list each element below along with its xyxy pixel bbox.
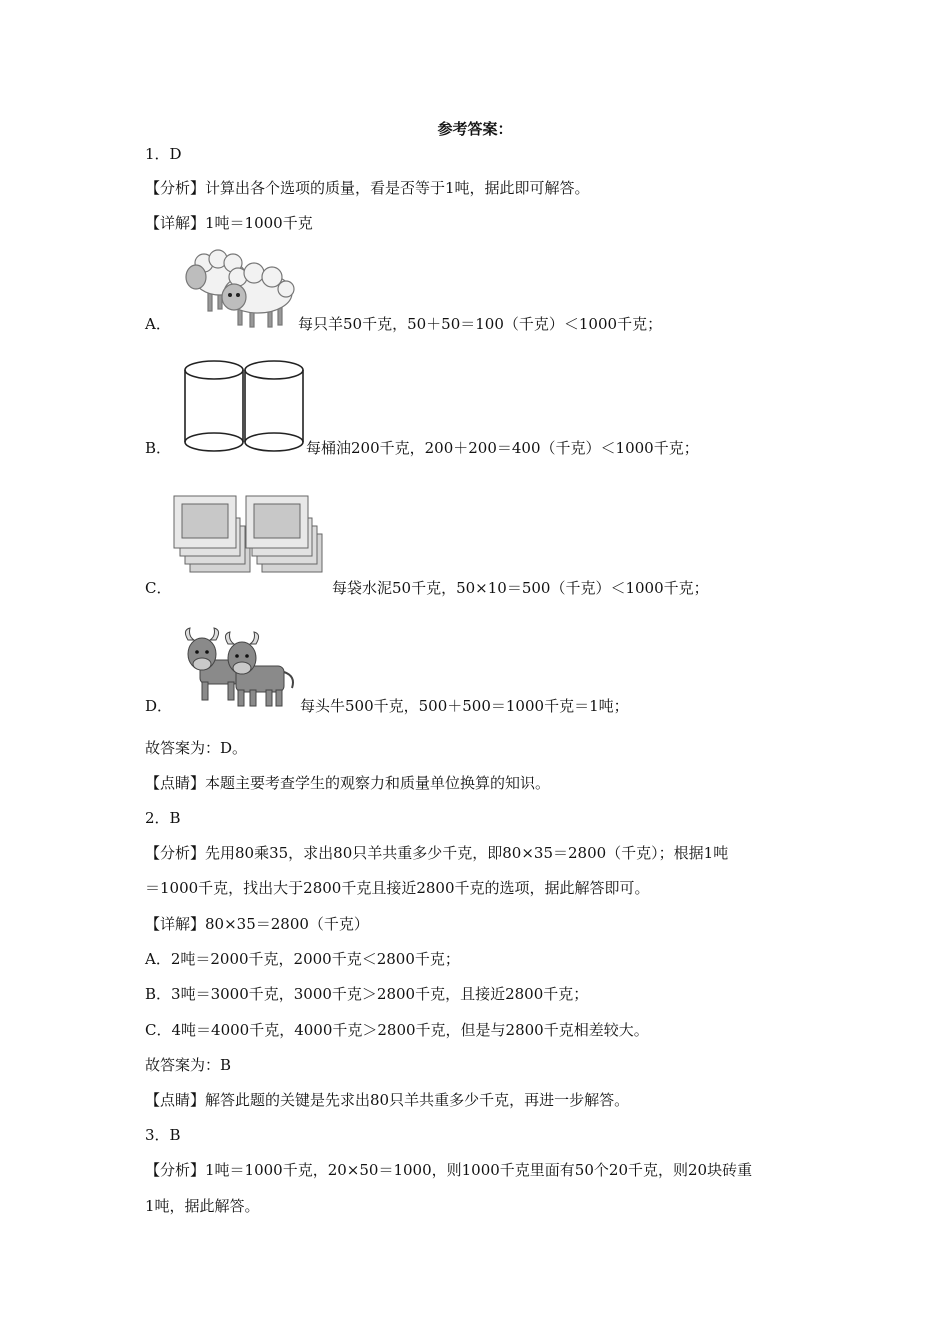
q1-option-d-text: 每头牛500千克，500＋500＝1000千克＝1吨；: [300, 697, 629, 715]
page-title: 参考答案：: [437, 120, 513, 138]
q3-heading: 3．B: [145, 1126, 181, 1144]
q3-analysis-line-2: 1吨，据此解答。: [145, 1197, 260, 1215]
q1-option-c-letter: C．: [145, 579, 172, 597]
q1-heading: 1．D: [145, 145, 182, 163]
q2-answer: 故答案为：B: [145, 1056, 232, 1074]
q2-analysis-line-1: 【分析】先用80乘35，求出80只羊共重多少千克，即80×35＝2800（千克）；根据1吨: [145, 844, 729, 862]
q2-option-b: B．3吨＝3000千克，3000千克＞2800千克，且接近2800千克；: [145, 985, 589, 1003]
cement-bag-icon: [170, 494, 330, 580]
q1-option-c-text: 每袋水泥50千克，50×10＝500（千克）＜1000千克；: [332, 579, 709, 597]
oil-barrel-icon: [184, 358, 306, 454]
q1-option-a-text: 每只羊50千克，50＋50＝100（千克）＜1000千克；: [298, 315, 663, 333]
q2-option-c: C．4吨＝4000千克，4000千克＞2800千克，但是与2800千克相差较大。: [145, 1021, 649, 1039]
q2-comment: 【点睛】解答此题的关键是先求出80只羊共重多少千克，再进一步解答。: [145, 1091, 630, 1109]
q1-comment: 【点睛】本题主要考查学生的观察力和质量单位换算的知识。: [145, 774, 551, 792]
sheep-icon: [178, 247, 296, 329]
q1-option-d-letter: D．: [145, 697, 173, 715]
q1-detail: 【详解】1吨＝1000千克: [145, 214, 313, 232]
q1-option-b-text: 每桶油200千克，200＋200＝400（千克）＜1000千克；: [306, 439, 699, 457]
q1-option-a-letter: A．: [145, 315, 171, 333]
q2-heading: 2．B: [145, 809, 181, 827]
cow-icon: [180, 626, 298, 708]
q2-detail: 【详解】80×35＝2800（千克）: [145, 915, 369, 933]
q1-option-b-letter: B．: [145, 439, 172, 457]
q2-analysis-line-2: ＝1000千克，找出大于2800千克且接近2800千克的选项，据此解答即可。: [145, 879, 650, 897]
q1-analysis: 【分析】计算出各个选项的质量，看是否等于1吨，据此即可解答。: [145, 179, 590, 197]
q2-option-a: A．2吨＝2000千克，2000千克＜2800千克；: [145, 950, 460, 968]
q1-answer: 故答案为：D。: [145, 739, 248, 757]
q3-analysis-line-1: 【分析】1吨＝1000千克，20×50＝1000，则1000千克里面有50个20千克，则20块砖重: [145, 1161, 753, 1179]
